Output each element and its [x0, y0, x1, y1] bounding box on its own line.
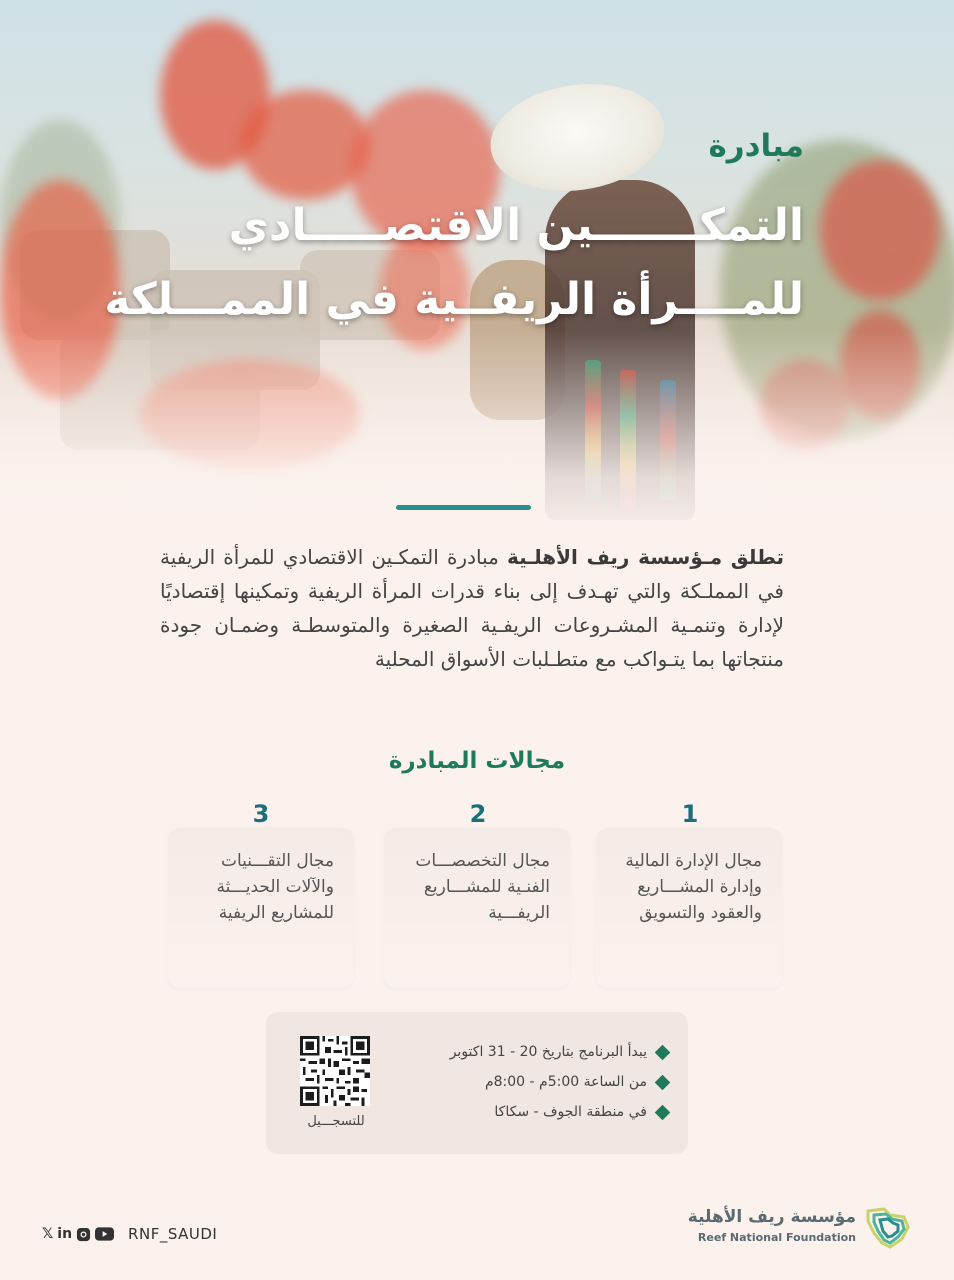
logo-mark-icon: [864, 1205, 912, 1251]
linkedin-icon[interactable]: in: [57, 1226, 73, 1242]
page-title-line-1: التمكـــــــين الاقتصـــــادي: [228, 200, 804, 251]
hero-image: [0, 0, 954, 540]
diamond-bullet-icon: [655, 1044, 671, 1060]
instagram-icon[interactable]: [76, 1226, 91, 1242]
social-bar: [42, 1225, 217, 1243]
intro-paragraph: [160, 540, 784, 676]
social-handle[interactable]: RNF_SAUDI: [128, 1225, 218, 1243]
event-info-box: [266, 1012, 688, 1154]
area-text-2: مجال التخصصـــات الفنـية للمشـــاريع الريفـــية: [415, 851, 550, 923]
area-card-3: [168, 828, 354, 988]
info-row-location: [494, 1104, 668, 1120]
area-card-2: [384, 828, 570, 988]
initiative-label: مبادرة: [708, 128, 804, 164]
logo-english-name: Reef National Foundation: [697, 1231, 856, 1244]
x-icon[interactable]: 𝕏: [42, 1226, 54, 1242]
section-title: مجالات المبادرة: [388, 748, 566, 774]
diamond-bullet-icon: [655, 1104, 671, 1120]
youtube-icon[interactable]: [95, 1226, 114, 1242]
qr-label: للتسجـــيل: [307, 1114, 365, 1129]
intro-text: مبادرة التمكـين الاقتصادي للمرأة الريفية في المملـكة والتي تهـدف إلى بناء قدرات المرأة الريفية وتمكينها إقتصاديًا لإدارة وتنمـية المشـروعات الريفـية الصغيرة والمتوسطـة وضمـان جودة منتجاتها بما يتـواكب مع متطـلبات الأسواق المحلية: [160, 545, 784, 671]
page-title-line-2: للمــــرأة الريفــية في الممـــلكة: [104, 274, 804, 325]
info-location: في منطقة الجوف - سكاكا: [494, 1104, 647, 1120]
divider: [396, 505, 531, 510]
org-name: تطلق مـؤسسة ريف الأهلـية: [506, 545, 784, 569]
info-dates: يبدأ البرنامج بتاريخ 20 - 31 اكتوبر: [449, 1044, 647, 1060]
area-number-2: 2: [444, 800, 512, 831]
area-text-1: مجال الإدارة المالية وإدارة المشـــاريع والعقود والتسويق: [625, 851, 762, 923]
info-row-dates: [450, 1044, 668, 1060]
info-time: من الساعة 5:00م - 8:00م: [484, 1074, 647, 1090]
logo-arabic-name: مؤسسة ريف الأهلية: [687, 1207, 856, 1227]
area-card-1: [596, 828, 782, 988]
diamond-bullet-icon: [655, 1074, 671, 1090]
area-number-1: 1: [656, 800, 724, 831]
area-number-3: 3: [227, 800, 295, 831]
info-row-time: [485, 1074, 668, 1090]
reef-foundation-logo: [687, 1205, 912, 1251]
registration-qr-code[interactable]: [300, 1036, 370, 1106]
area-text-3: مجال التقـــنيات والآلات الحديـــثة للمشاريع الريفية: [216, 851, 334, 923]
